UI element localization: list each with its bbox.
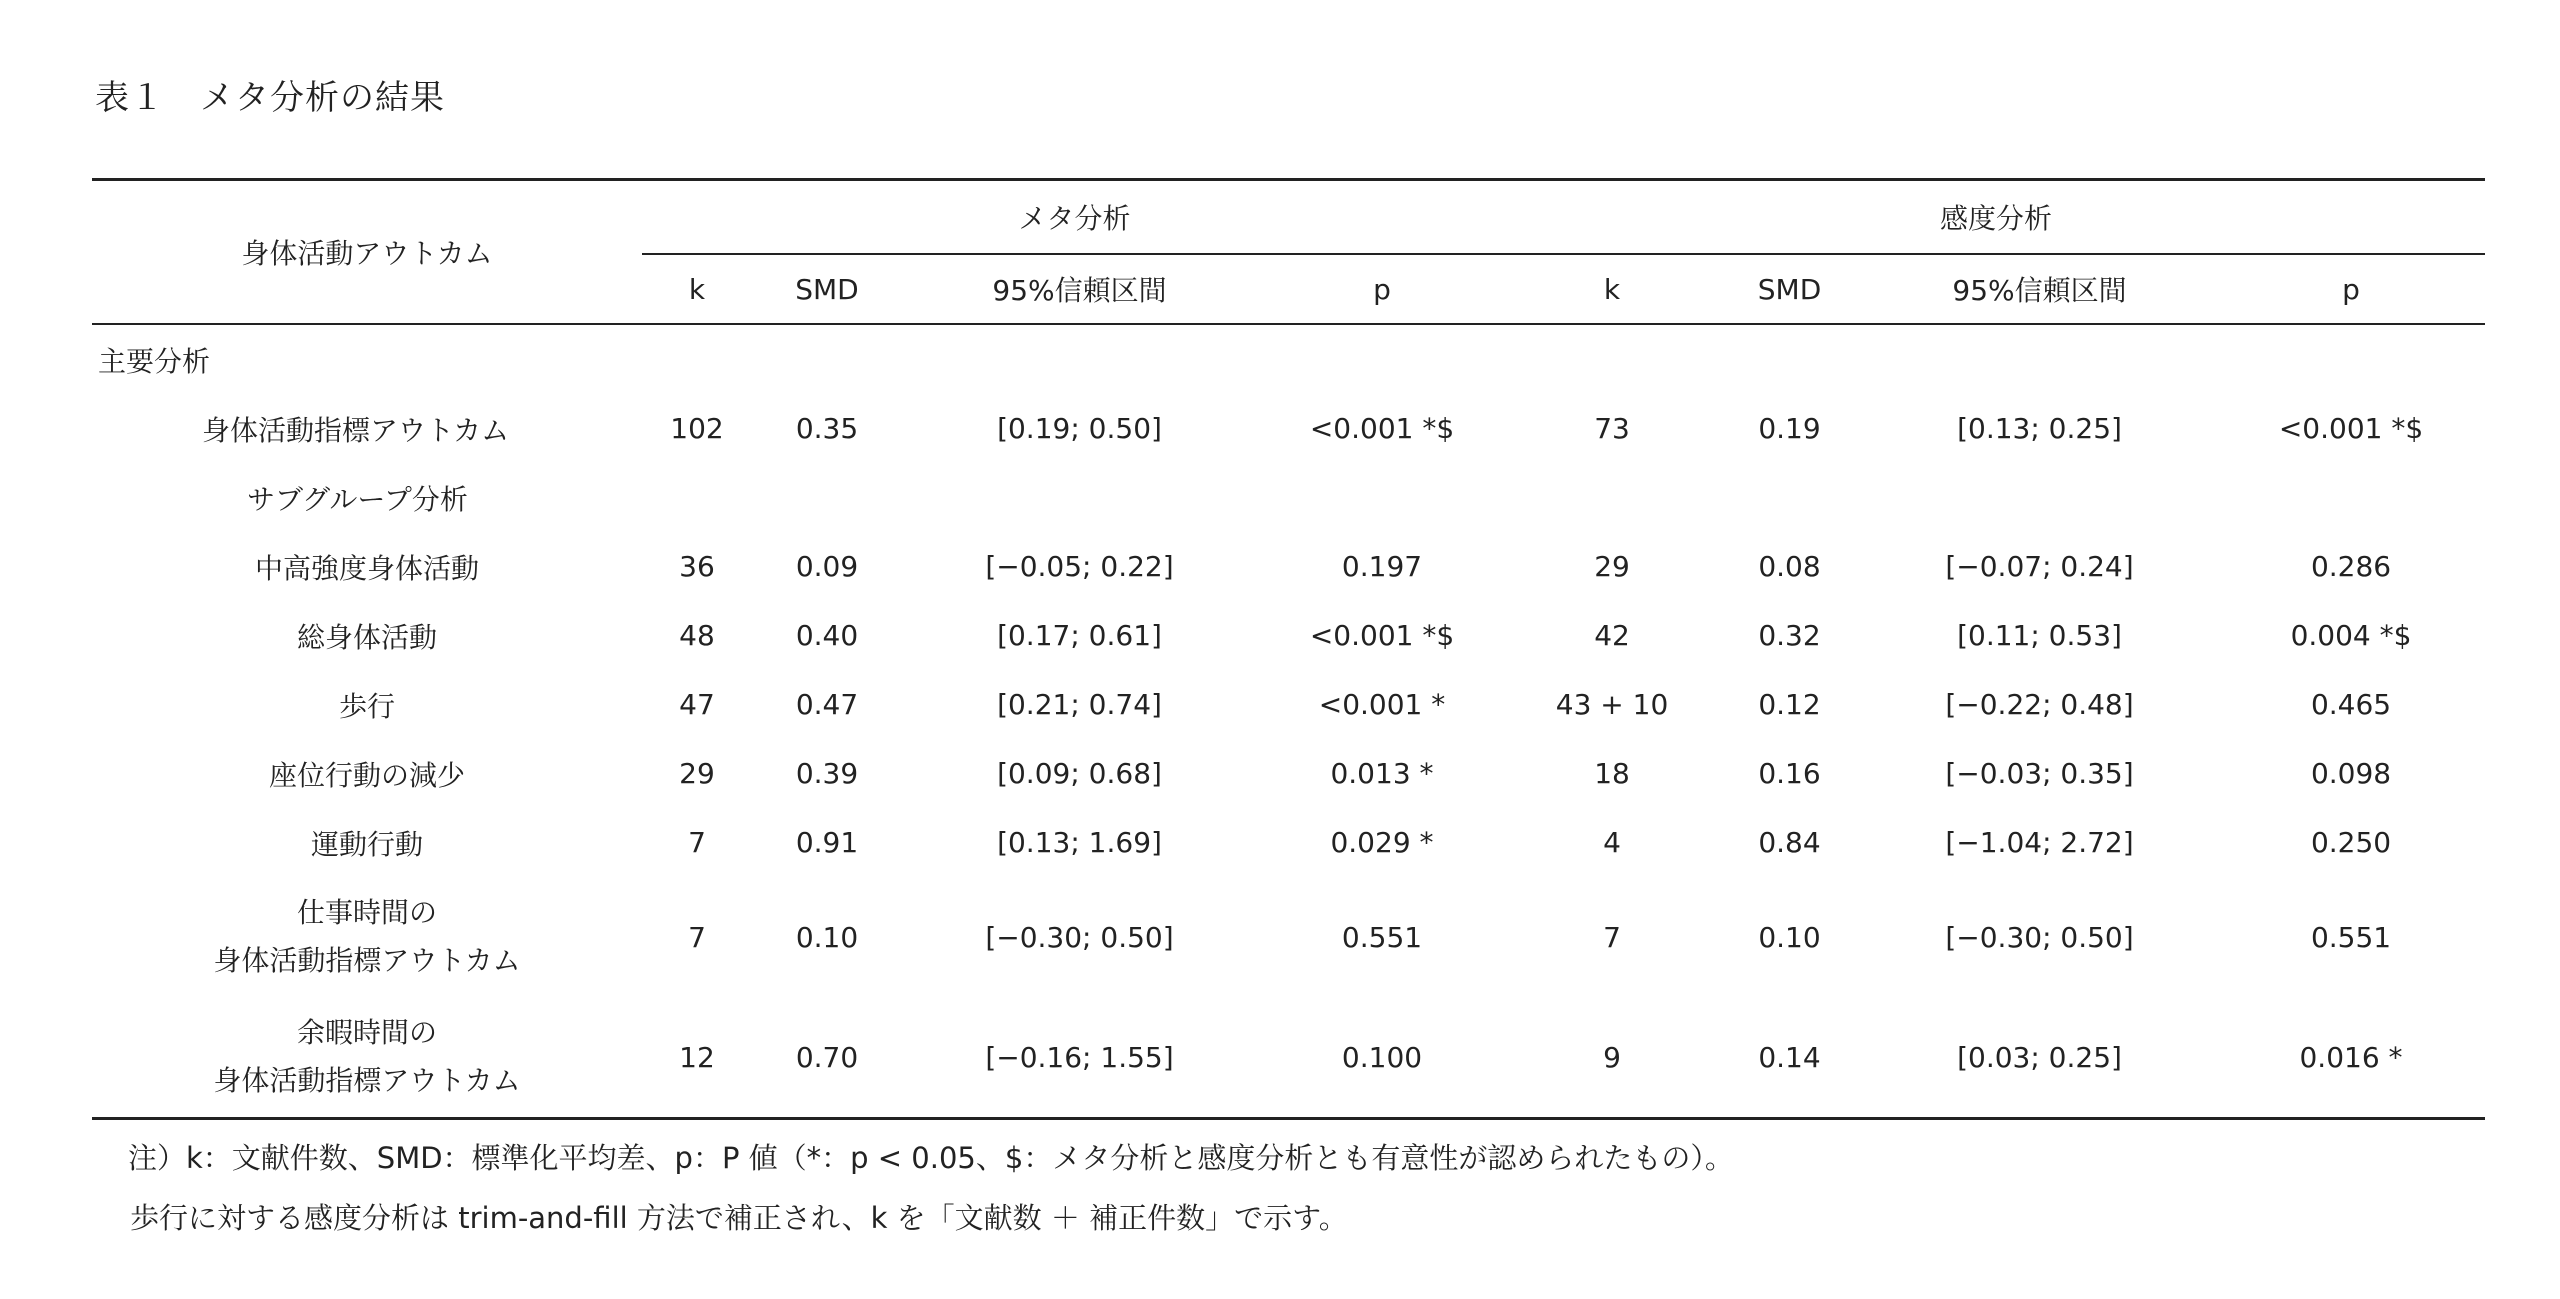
cell: 0.100 — [1257, 997, 1507, 1119]
header-k-meta: k — [642, 254, 752, 324]
cell: 0.465 — [2310, 688, 2392, 721]
cell: 4 — [1603, 826, 1621, 859]
cell: 0.09 — [795, 550, 859, 583]
cell: <0.001 *$ — [2278, 412, 2424, 445]
cell: 0.10 — [795, 920, 859, 954]
cell: 0.016 * — [2217, 997, 2485, 1119]
table-row — [92, 739, 2485, 808]
cell: 0.551 — [2310, 920, 2392, 954]
table-row — [92, 670, 2485, 739]
cell: 43 + 10 — [1555, 688, 1669, 721]
table-row — [92, 394, 2485, 463]
header-ci-sens: 95%信頼区間 — [1862, 254, 2217, 324]
cell: 0.14 — [1717, 997, 1862, 1119]
table-row — [92, 532, 2485, 601]
cell: 0.40 — [795, 619, 859, 652]
cell: [0.21; 0.74] — [997, 688, 1162, 721]
table-header — [92, 180, 2485, 325]
cell: 0.19 — [1758, 412, 1821, 445]
results-table-container — [92, 178, 2485, 1120]
cell: [−0.03; 0.35] — [1945, 757, 2134, 790]
header-p-sens: p — [2217, 254, 2485, 324]
header-p-meta: p — [1257, 254, 1507, 324]
cell: 47 — [679, 688, 715, 721]
table-row — [92, 877, 2485, 997]
row-label-line1: 余暇時間の — [296, 1016, 437, 1049]
cell: [0.17; 0.61] — [997, 619, 1162, 652]
header-sensitivity-analysis: 感度分析 — [1507, 180, 2485, 255]
cell: [−0.16; 1.55] — [902, 997, 1257, 1119]
cell: [−0.22; 0.48] — [1945, 688, 2134, 721]
cell: 48 — [679, 619, 715, 652]
header-k-sens: k — [1507, 254, 1717, 324]
cell: 0.47 — [795, 688, 859, 721]
section-row-main — [92, 324, 2485, 394]
empty-cell — [642, 463, 2485, 532]
empty-cell — [642, 324, 2485, 394]
row-label: 運動行動 — [310, 827, 423, 861]
cell: [−0.05; 0.22] — [985, 550, 1174, 583]
cell: 0.35 — [795, 412, 859, 445]
row-label: 座位行動の減少 — [268, 758, 465, 792]
cell: [0.11; 0.53] — [1957, 619, 2122, 652]
cell: 0.70 — [752, 997, 902, 1119]
cell: 18 — [1594, 757, 1630, 790]
row-label: 中高強度身体活動 — [254, 551, 479, 585]
cell: 0.250 — [2310, 826, 2392, 859]
cell: [0.19; 0.50] — [997, 412, 1162, 445]
cell: 0.10 — [1758, 920, 1821, 954]
section-row-subgroup — [92, 463, 2485, 532]
cell: 0.098 — [2310, 757, 2392, 790]
header-outcome: 身体活動アウトカム — [92, 180, 642, 325]
cell: 0.84 — [1758, 826, 1821, 859]
row-label-line2: 身体活動指標アウトカム — [213, 944, 521, 977]
cell: 0.197 — [1341, 550, 1423, 583]
cell: [0.13; 0.25] — [1957, 412, 2122, 445]
cell: [−0.07; 0.24] — [1945, 550, 2134, 583]
header-meta-analysis: メタ分析 — [642, 180, 1507, 255]
header-smd-meta: SMD — [752, 254, 902, 324]
row-label — [92, 877, 642, 997]
row-label-line2: 身体活動指標アウトカム — [213, 1064, 521, 1097]
cell: 0.91 — [795, 826, 859, 859]
table-row — [92, 808, 2485, 877]
row-label: 総身体活動 — [296, 620, 437, 654]
cell: 0.013 * — [1330, 757, 1434, 790]
header-smd-sens: SMD — [1717, 254, 1862, 324]
cell: 0.16 — [1758, 757, 1821, 790]
cell: 0.286 — [2310, 550, 2392, 583]
cell: 42 — [1594, 619, 1630, 652]
cell: [0.13; 1.69] — [997, 826, 1162, 859]
cell: 12 — [642, 997, 752, 1119]
cell: 73 — [1594, 412, 1630, 445]
header-ci-meta: 95%信頼区間 — [902, 254, 1257, 324]
cell: 0.12 — [1758, 688, 1821, 721]
cell: 0.004 *$ — [2290, 619, 2412, 652]
section-label-subgroup: サブグループ分析 — [247, 482, 468, 516]
note-line: 注）k：文献件数、SMD：標準化平均差、p：P 値（*：p < 0.05、$：メタ分析と感度分析とも有意性が認められたもの）。 — [128, 1141, 1734, 1175]
row-label: 歩行 — [338, 689, 395, 723]
cell: 9 — [1507, 997, 1717, 1119]
cell: <0.001 *$ — [1309, 619, 1455, 652]
cell: 0.029 * — [1330, 826, 1434, 859]
section-label-main: 主要分析 — [98, 344, 211, 378]
cell: 102 — [670, 412, 724, 445]
cell: [−0.30; 0.50] — [985, 920, 1174, 954]
results-table — [92, 178, 2485, 1120]
cell: 0.551 — [1341, 920, 1423, 954]
table-title: 表１ メタ分析の結果 — [95, 78, 445, 118]
table-row — [92, 997, 2485, 1119]
cell: 7 — [1603, 920, 1621, 954]
note-line: 歩行に対する感度分析は trim-and-fill 方法で補正され、k を「文献数 ＋ 補正件数」で示す。 — [130, 1201, 1348, 1235]
table-notes — [130, 1128, 1734, 1248]
cell: 0.08 — [1758, 550, 1821, 583]
row-label — [92, 997, 642, 1119]
cell: 0.32 — [1758, 619, 1821, 652]
cell: [0.09; 0.68] — [997, 757, 1162, 790]
table-body — [92, 324, 2485, 1119]
cell: [−1.04; 2.72] — [1945, 826, 2134, 859]
cell: 7 — [688, 826, 706, 859]
cell: [−0.30; 0.50] — [1945, 920, 2134, 954]
cell: <0.001 * — [1318, 688, 1446, 721]
cell: 7 — [688, 920, 706, 954]
cell: 36 — [679, 550, 715, 583]
cell: 29 — [679, 757, 715, 790]
table-row — [92, 601, 2485, 670]
cell: <0.001 *$ — [1309, 412, 1455, 445]
row-label: 身体活動指標アウトカム — [202, 413, 510, 447]
cell: 29 — [1594, 550, 1630, 583]
cell: [0.03; 0.25] — [1862, 997, 2217, 1119]
row-label-line1: 仕事時間の — [296, 896, 437, 929]
cell: 0.39 — [795, 757, 859, 790]
